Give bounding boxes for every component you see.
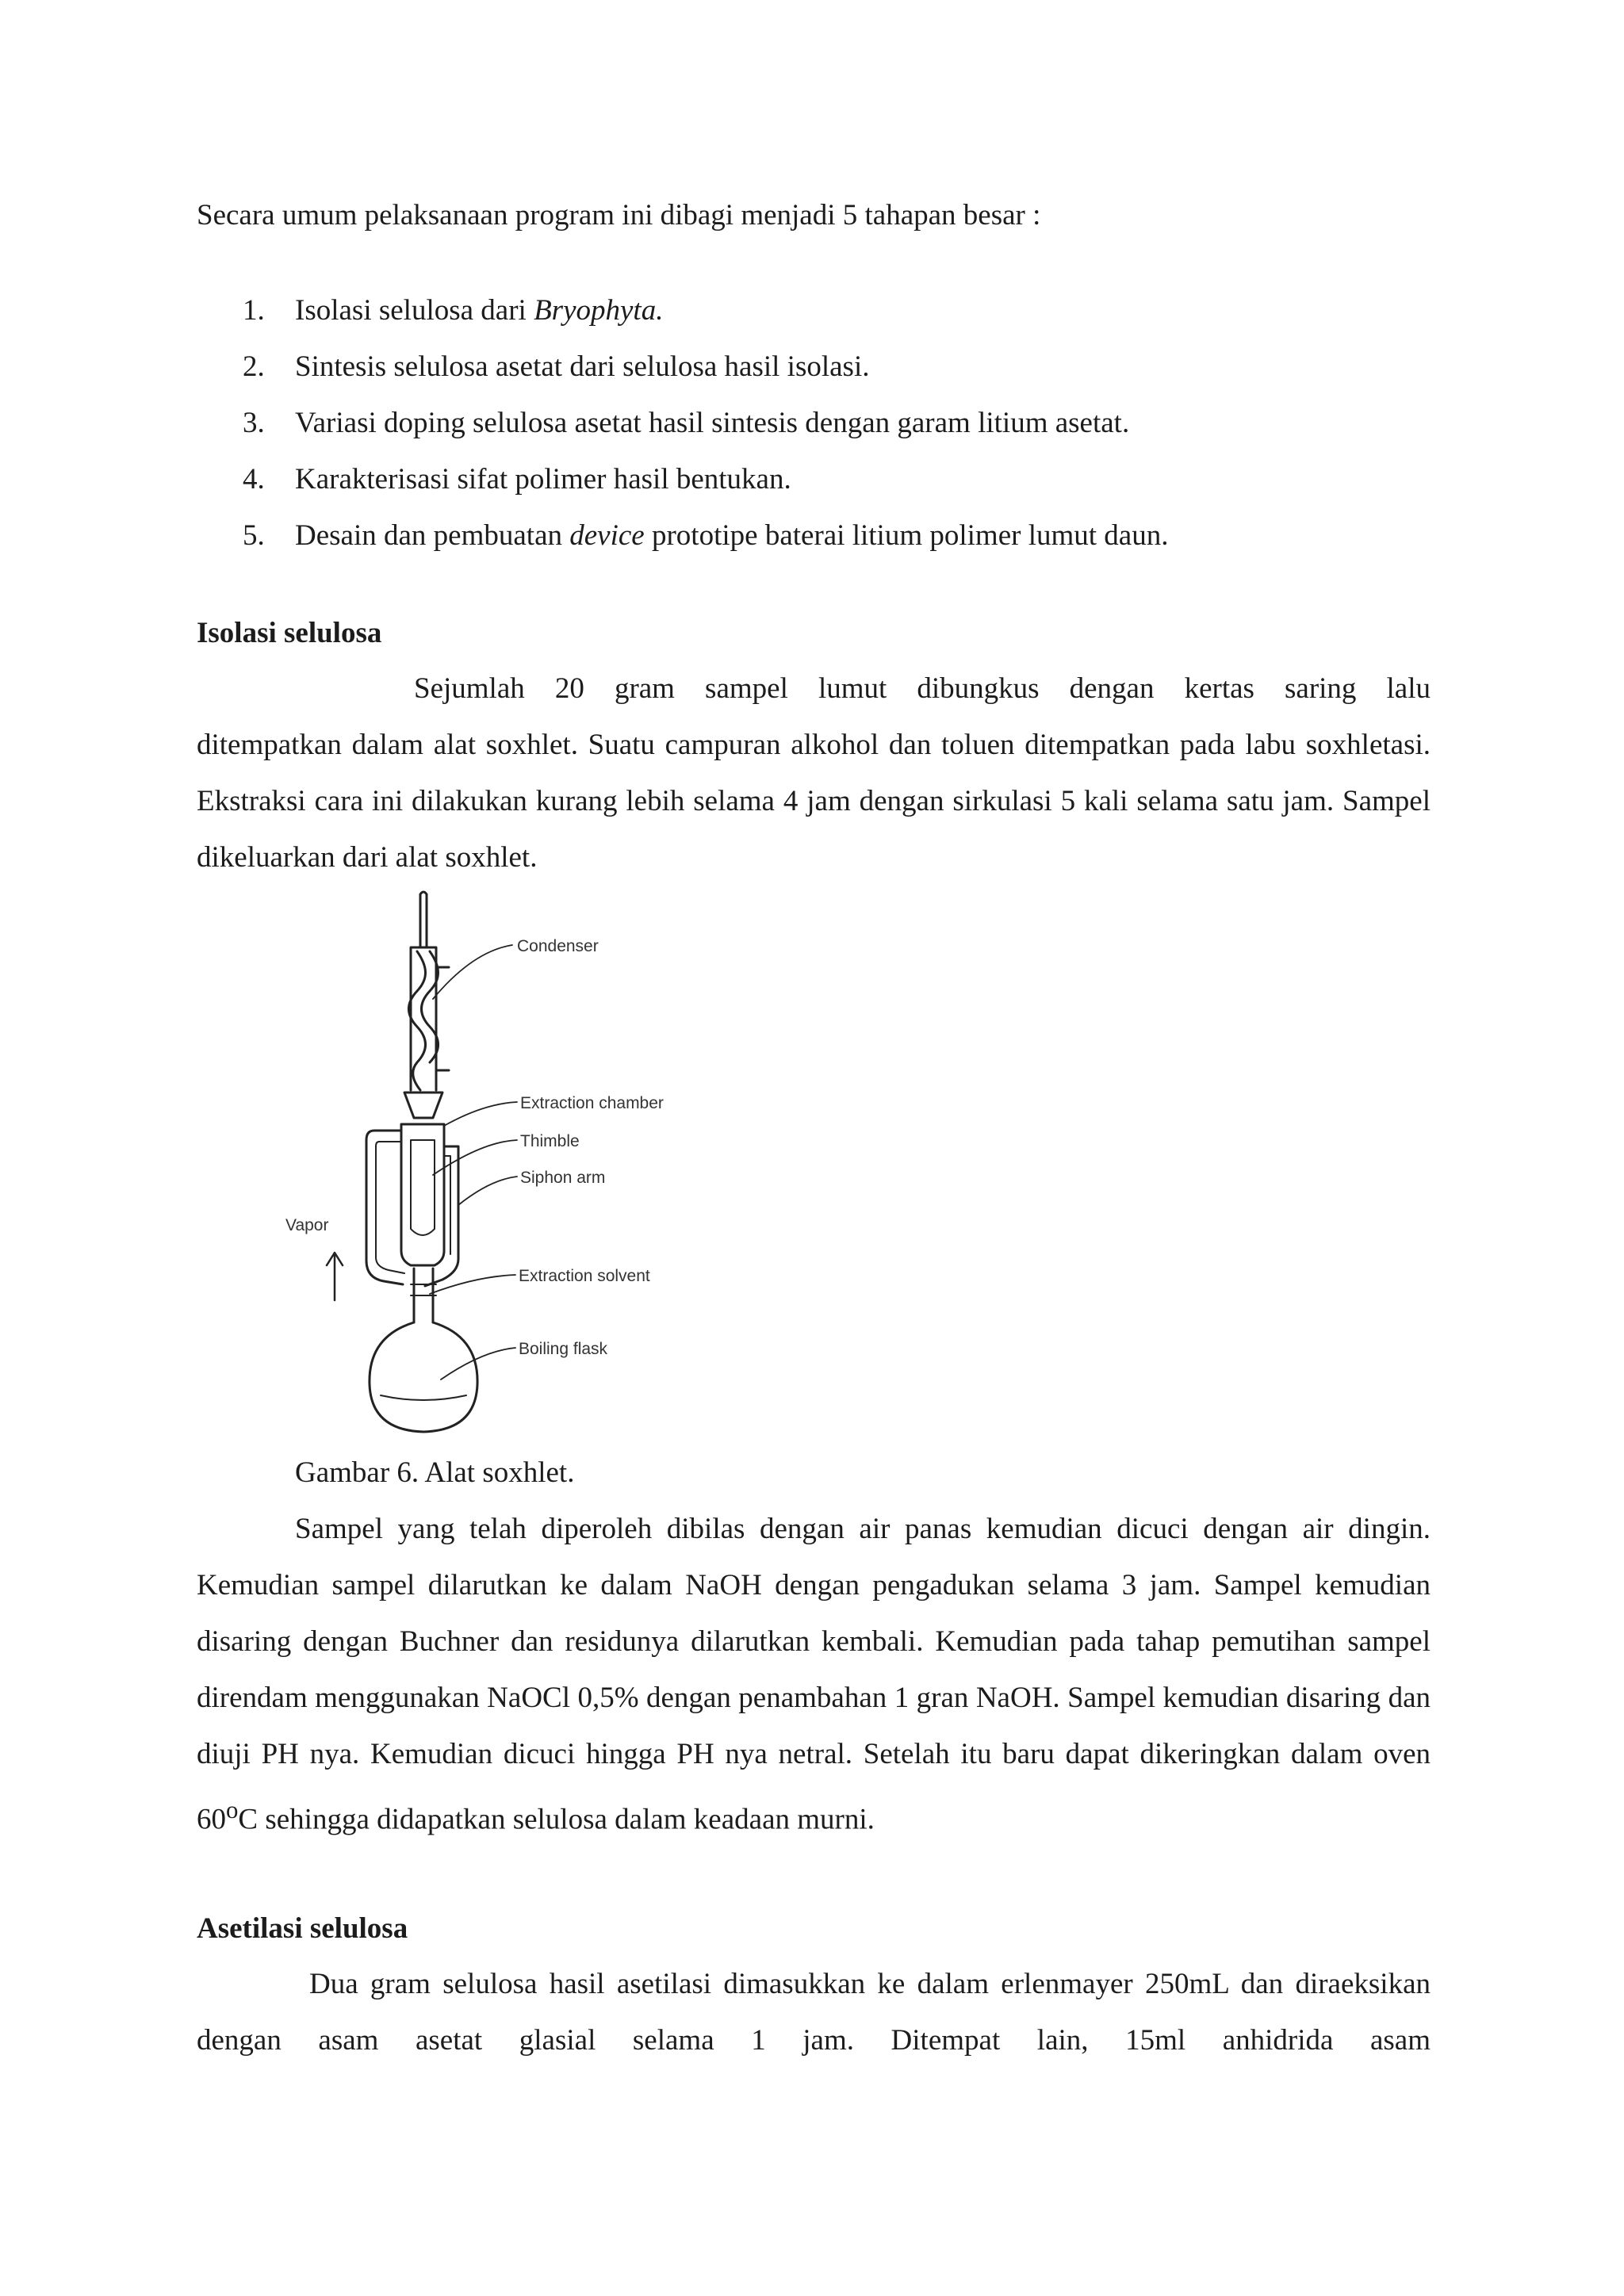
list-item: 4. Karakterisasi sifat polimer hasil bentukan. xyxy=(243,463,791,496)
label-boiling-flask: Boiling flask xyxy=(519,1340,608,1358)
list-item: 2. Sintesis selulosa asetat dari selulosa hasil isolasi. xyxy=(243,350,870,383)
soxhlet-apparatus-diagram xyxy=(285,888,698,1443)
paragraph-asetilasi: Dua gram selulosa hasil asetilasi dimasukkan ke dalam erlenmayer 250mL dan diraeksikan dengan asam asetat glasial selama 1 jam. Ditempat lain, 15ml anhidrida asam xyxy=(197,1968,1431,2057)
paragraph-isolasi-2: Sampel yang telah diperoleh dibilas dengan air panas kemudian dicuci dengan air dingin. Kemudian sampel dilarutkan ke dalam NaOH dengan pengadukan selama 3 jam. Sampel kemudian disaring dengan Buchner dan residunya dilarutkan kembali. Kemudian pada tahap pemutihan sampel direndam menggunakan NaOCl 0,5% dengan penambahan 1 gran NaOH. Sampel kemudian disaring dan diuji PH nya. Kemudian dicuci hingga PH nya netral. Setelah itu baru dapat dikeringkan dalam oven 60$^o$C sehingga didapatkan selulosa dalam keadaan murni. xyxy=(197,1513,1431,1836)
figure-caption: Gambar 6. Alat soxhlet. xyxy=(295,1456,575,1489)
label-siphon-arm: Siphon arm xyxy=(520,1169,606,1187)
label-vapor: Vapor xyxy=(285,1216,329,1234)
intro-text: Secara umum pelaksanaan program ini dibagi menjadi 5 tahapan besar : xyxy=(197,199,1041,232)
label-extraction-chamber: Extraction chamber xyxy=(520,1094,664,1112)
label-thimble: Thimble xyxy=(520,1132,580,1150)
list-item: 5. Desain dan pembuatan device prototipe baterai litium polimer lumut daun. xyxy=(243,519,1169,552)
label-condenser: Condenser xyxy=(517,937,599,955)
label-extraction-solvent: Extraction solvent xyxy=(519,1267,650,1285)
list-item: 1. Isolasi selulosa dari Bryophyta. xyxy=(243,294,664,327)
steps-list xyxy=(243,282,1168,564)
section-heading-asetilasi: Asetilasi selulosa xyxy=(197,1912,408,1945)
paragraph-isolasi-line1: Sejumlah 20 gram sampel lumut dibungkus dengan kertas saring lalu xyxy=(414,672,1431,705)
list-item: 3. Variasi doping selulosa asetat hasil sintesis dengan garam litium asetat. xyxy=(243,407,1130,439)
paragraph-isolasi: ditempatkan dalam alat soxhlet. Suatu campuran alkohol dan toluen ditempatkan pada labu soxhletasi. Ekstraksi cara ini dilakukan kurang lebih selama 4 jam dengan sirkulasi 5 kali selama satu jam. Sampel dikeluarkan dari alat soxhlet. xyxy=(197,729,1431,874)
section-heading-isolasi: Isolasi selulosa xyxy=(197,617,382,649)
